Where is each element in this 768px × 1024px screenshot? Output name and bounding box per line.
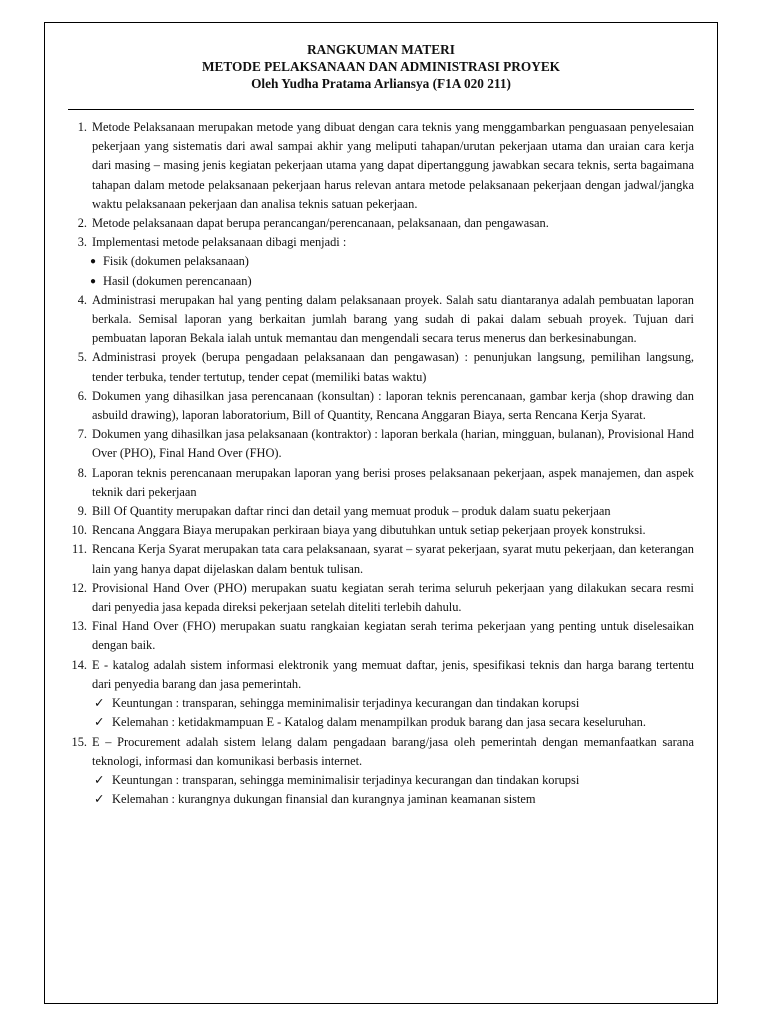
- document-page: [44, 22, 718, 1004]
- list-item: [67, 464, 694, 502]
- list-item-text: Administrasi merupakan hal yang penting dalam pelaksanaan proyek. Salah satu diantaranya adalah pembuatan laporan berkala. Semisal laporan yang berkaitan jumlah barang yang sudah di pakai dalam sebuah proyek. Tujuan dari pembuatan laporan Bekala ialah untuk memantau dan mengendali secara terus menerus dan berkesinabungan.: [92, 292, 694, 346]
- sub-list-item: [87, 252, 694, 271]
- header-author: Oleh Yudha Pratama Arliansya (F1A 020 211): [251, 76, 511, 91]
- list-item: [67, 425, 694, 463]
- sub-list-item-text: Keuntungan : transparan, sehingga meminimalisir terjadinya kecurangan dan tindakan korupsi: [112, 772, 580, 787]
- sub-list-item: [92, 790, 694, 809]
- sub-list-item-text: Hasil (dokumen perencanaan): [103, 273, 252, 288]
- header-title: RANGKUMAN MATERI: [307, 42, 455, 57]
- sub-list-item: [92, 771, 694, 790]
- list-item: [67, 521, 694, 540]
- list-item-text: Rencana Kerja Syarat merupakan tata cara pelaksanaan, syarat – syarat pekerjaan, syarat mutu pekerjaan, dan keterangan lain yang hanya dapat dijelaskan dalam bentuk tulisan.: [92, 542, 694, 576]
- list-item: [67, 348, 694, 386]
- checkmark-icon: ✓: [94, 696, 105, 711]
- sub-list-item-text: Fisik (dokumen pelaksanaan): [103, 254, 249, 269]
- list-item-number: 2.: [77, 216, 87, 231]
- sub-list-item-text: Keuntungan : transparan, sehingga meminimalisir terjadinya kecurangan dan tindakan korupsi: [112, 696, 580, 711]
- list-item-text: Provisional Hand Over (PHO) merupakan suatu kegiatan serah terima seluruh pekerjaan yang dilakukan secara resmi dari penyedia jasa kepada direksi pekerjaan setelah diteliti terlebih dahulu.: [92, 580, 694, 615]
- checkmark-icon: ✓: [94, 715, 105, 730]
- summary-list: [67, 118, 694, 809]
- list-item: [67, 233, 694, 291]
- checkmark-icon: ✓: [94, 792, 105, 807]
- list-item: [67, 387, 694, 425]
- list-item: [67, 502, 694, 521]
- list-item-text: Administrasi proyek (berupa pengadaan pelaksanaan dan pengawasan) : penunjukan langsung, pemilihan langsung, tender terbuka, tender tertutup, tender cepat (memiliki batas waktu): [92, 350, 694, 384]
- list-item: [67, 214, 694, 233]
- document-header: [45, 41, 717, 92]
- list-item-text: Implementasi metode pelaksanaan dibagi menjadi :: [92, 235, 347, 250]
- list-item-number: 7.: [77, 427, 87, 442]
- list-item: [67, 540, 694, 578]
- bullet-icon: ●: [90, 275, 97, 287]
- list-item-text: Final Hand Over (FHO) merupakan suatu rangkaian kegiatan serah terima pekerjaan yang penting untuk diselesaikan dengan baik.: [92, 619, 694, 653]
- check-list: [92, 771, 694, 809]
- bullet-icon: ●: [90, 256, 97, 268]
- header-subtitle: METODE PELAKSANAAN DAN ADMINISTRASI PROYEK: [201, 59, 561, 74]
- list-item-text: Dokumen yang dihasilkan jasa perencanaan (konsultan) : laporan teknis perencanaan, gambar kerja (shop drawing dan asbuild drawing), laporan laboratorium, Bill of Quantity, Rencana Anggaran Biaya, serta Rencana Kerja Syarat.: [92, 388, 694, 423]
- list-item-text: Metode pelaksanaan dapat berupa perancangan/perencanaan, pelaksanaan, dan pengawasan.: [92, 216, 549, 231]
- list-item-text: Metode Pelaksanaan merupakan metode yang dibuat dengan cara teknis yang menggambarkan penguasaan penyelesaian pekerjaan yang sistematis dari awal sampai akhir yang meliputi tahapan/urutan pekerjaan utama dan uraian cara kerja dari masing – masing jenis kegiatan pekerjaan utama yang dapat dipertanggung jawabkan secara teknis, serta bagaimana tahapan dalam metode pelaksanaan pekerjaan harus relevan antara metode pelaksanaan pekerjaan dengan jadwal/jangka waktu pelaksanaan pekerjaan dan analisa teknis satuan pekerjaan.: [92, 120, 694, 211]
- list-item-number: 12.: [71, 580, 87, 595]
- list-item-number: 10.: [71, 523, 87, 538]
- sub-list-item: [87, 272, 694, 291]
- sub-list-item-text: Kelemahan : ketidakmampuan E - Katalog dalam menampilkan produk barang dan jasa secara keseluruhan.: [112, 715, 646, 730]
- list-item: [67, 656, 694, 733]
- list-item-text: Laporan teknis perencanaan merupakan laporan yang berisi proses pelaksanaan pekerjaan, aspek manajemen, dan aspek teknik dari pekerjaan: [92, 465, 694, 499]
- list-item-number: 5.: [77, 350, 87, 365]
- list-item-text: Bill Of Quantity merupakan daftar rinci dan detail yang memuat produk – produk dalam suatu pekerjaan: [92, 504, 611, 519]
- list-item: [67, 617, 694, 655]
- list-item-number: 13.: [71, 619, 87, 634]
- list-item-number: 4.: [77, 292, 87, 307]
- list-item: [67, 291, 694, 349]
- list-item-text: E - katalog adalah sistem informasi elektronik yang memuat daftar, jenis, spesifikasi teknis dan harga barang tertentu dari penyedia barang dan jasa pemerintah.: [92, 657, 694, 691]
- sub-list-item: [92, 713, 694, 732]
- list-item-number: 11.: [71, 542, 87, 557]
- list-item-number: 9.: [77, 504, 87, 519]
- list-item-number: 15.: [71, 734, 87, 749]
- list-item-text: Rencana Anggara Biaya merupakan perkiraan biaya yang dibutuhkan untuk setiap pekerjaan proyek konstruksi.: [92, 523, 646, 538]
- list-item: [67, 733, 694, 810]
- list-item-number: 6.: [77, 388, 87, 403]
- checkmark-icon: ✓: [94, 772, 105, 787]
- list-item: [67, 118, 694, 214]
- header-divider: [68, 109, 694, 110]
- list-item-number: 8.: [77, 465, 87, 480]
- list-item: [67, 579, 694, 617]
- list-item-number: 3.: [77, 235, 87, 250]
- list-item-number: 14.: [71, 657, 87, 672]
- bullet-list: [92, 252, 694, 290]
- list-item-text: E – Procurement adalah sistem lelang dalam pengadaan barang/jasa oleh pemerintah dengan memanfaatkan sarana teknologi, informasi dan komunikasi berbasis internet.: [92, 734, 694, 768]
- list-item-number: 1.: [77, 120, 87, 134]
- list-item-text: Dokumen yang dihasilkan jasa pelaksanaan (kontraktor) : laporan berkala (harian, mingguan, bulanan), Provisional Hand Over (PHO), Final Hand Over (FHO).: [92, 427, 694, 461]
- check-list: [92, 694, 694, 732]
- sub-list-item-text: Kelemahan : kurangnya dukungan finansial dan kurangnya jaminan keamanan sistem: [112, 792, 536, 807]
- sub-list-item: [92, 694, 694, 713]
